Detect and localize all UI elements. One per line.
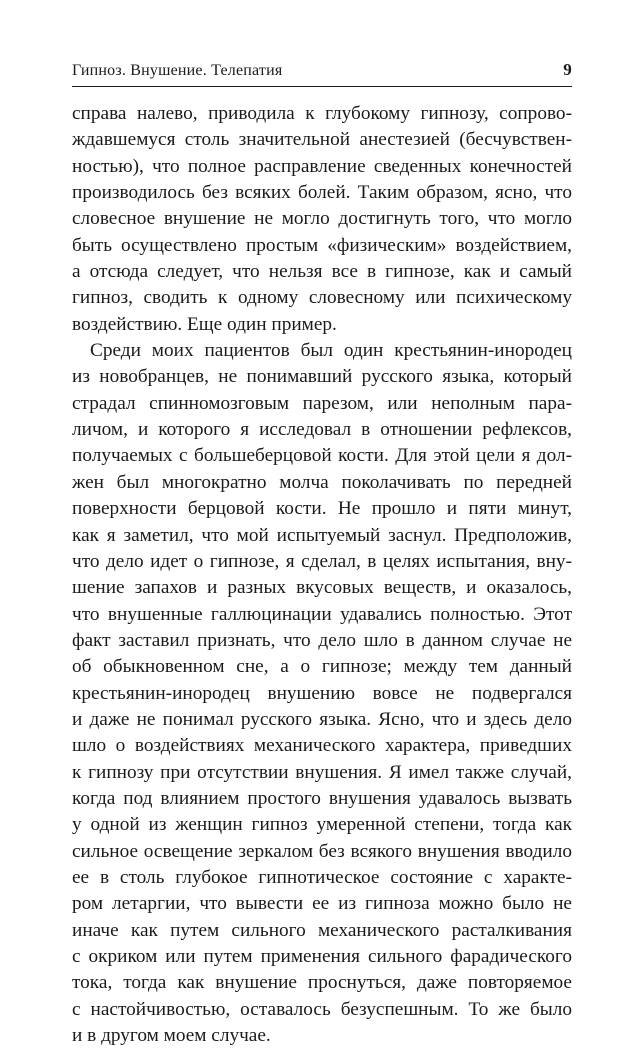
- text-line: к гипнозу при отсутствии внушения. Я имел также случай,: [72, 761, 572, 783]
- text-line: Среди моих пациентов был один крестьянин-инородец: [90, 340, 572, 362]
- text-line: с окриком или путем применения сильного фарадического: [72, 946, 572, 967]
- text-line: крестьянин-инородец внушению вовсе не подвергался: [72, 682, 572, 704]
- page-number: 9: [563, 60, 572, 79]
- text-line: тока, тогда как внушение проснуться, даже повторяемое: [72, 972, 572, 994]
- paragraph-2: [72, 338, 572, 1049]
- book-page: [72, 60, 572, 1049]
- text-line: гипноз, сводить к одному словесному или психическому: [72, 287, 572, 309]
- text-line: а отсюда следует, что нельзя все в гипнозе, как и самый: [72, 261, 572, 283]
- body-text: [72, 101, 572, 1049]
- text-line: ностью), что полное расправление сведенных конечностей: [72, 155, 572, 177]
- text-line: страдал спинномозговым парезом, или неполным пара-: [72, 392, 572, 414]
- paragraph-1: [72, 101, 572, 338]
- text-line: об обыкновенном сне, а о гипнозе; между тем данный: [72, 656, 572, 678]
- text-line: с настойчивостью, оставалось безуспешным. То же было: [72, 998, 572, 1020]
- text-line: что дело идет о гипнозе, я сделал, в целях испытания, вну-: [72, 550, 572, 572]
- text-line: быть осуществлено простым «физическим» воздействием,: [72, 234, 572, 256]
- text-line: когда под влиянием простого внушения удавалось вызвать: [72, 787, 572, 809]
- text-line: поверхности берцовой кости. Не прошло и пяти минут,: [72, 498, 572, 520]
- text-line: производилось без всяких болей. Таким образом, ясно, что: [72, 182, 572, 204]
- running-header: [72, 60, 572, 87]
- text-line: получаемых с большеберцовой кости. Для этой цели я дол-: [72, 445, 572, 467]
- text-line: ждавшемуся столь значительной анестезией (бесчувствен-: [72, 129, 572, 151]
- text-line: факт заставил признать, что дело шло в данном случае не: [72, 629, 572, 651]
- text-line: жен был многократно молча поколачивать по передней: [72, 471, 572, 493]
- text-line: шло о воздействиях механического характера, приведших: [72, 735, 572, 757]
- text-line: у одной из женщин гипноз умеренной степени, тогда как: [72, 814, 572, 836]
- text-line: сильное освещение зеркалом без всякого внушения вводило: [72, 840, 572, 862]
- text-line: и даже не понимал русского языка. Ясно, что и здесь дело: [72, 708, 572, 730]
- running-title: Гипноз. Внушение. Телепатия: [72, 62, 283, 79]
- text-line: что внушенные галлюцинации удавались полностью. Этот: [72, 603, 572, 625]
- text-line: из новобранцев, не понимавший русского языка, который: [72, 366, 572, 388]
- text-line: иначе как путем сильного механического расталкивания: [72, 919, 572, 941]
- text-line: словесное внушение не могло достигнуть того, что могло: [72, 208, 572, 230]
- text-line: шение запахов и разных вкусовых веществ, и оказалось,: [72, 577, 572, 599]
- text-line: ром летаргии, что вывести ее из гипноза можно было не: [72, 893, 572, 915]
- text-line: и в другом моем случае.: [72, 1025, 271, 1047]
- text-line: ее в столь глубокое гипнотическое состояние с характе-: [72, 866, 572, 888]
- text-line: личом, и которого я исследовал в отношении рефлексов,: [72, 419, 572, 441]
- text-line: воздействию. Еще один пример.: [72, 313, 337, 335]
- text-line: справа налево, приводила к глубокому гипнозу, сопрово-: [72, 103, 572, 124]
- text-line: как я заметил, что мой испытуемый заснул. Предположив,: [72, 524, 572, 546]
